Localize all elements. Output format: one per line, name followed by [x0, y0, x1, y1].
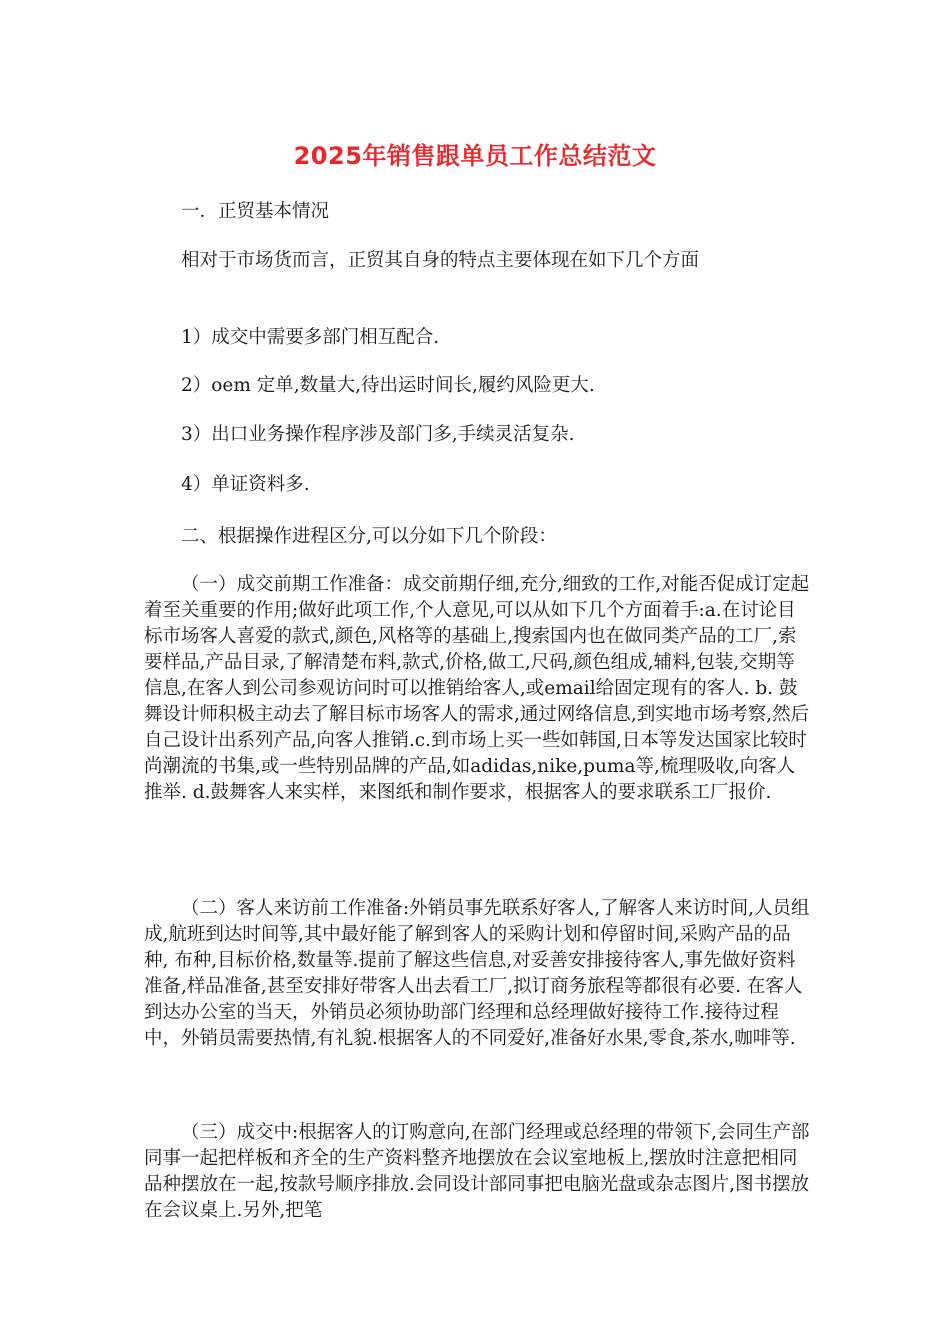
paragraph-stage-3: （三）成交中:根据客人的订购意向,在部门经理或总经理的带领下,会同生产部同事一起把样板和齐全的生产资料整齐地摆放在会议室地板上,摆放时注意把相同品种摆放在一起,按款号顺序排放.会同设计部同事把电脑光盘或杂志图片,图书摆放在会议桌上.另外,把笔 — [144, 1122, 810, 1221]
list-item-4: 4）单证资料多. — [181, 474, 310, 495]
paragraph-stage-2: （二）客人来访前工作准备:外销员事先联系好客人,了解客人来访时间,人员组成,航班到达时间等,其中最好能了解到客人的采购计划和停留时间,采购产品的品种, 布种,目标价格,数量等.提前了解这些信息,对妥善安排接待客人,事先做好资料准备,样品准备,甚至安排好带客人出去看工厂,拟订商务旅程等都很有必要. 在客人到达办公室的当天，外销员必须协助部门经理和总经理做好接待工作.接待过程中，外销员需要热情,有礼貌.根据客人的不同爱好,准备好水果,零食,茶水,咖啡等. — [144, 898, 810, 1049]
list-item-3: 3）出口业务操作程序涉及部门多,手续灵活复杂. — [181, 424, 575, 445]
section-heading-1: 一．正贸基本情况 — [181, 201, 330, 222]
paragraph-stage-1: （一）成交前期工作准备：成交前期仔细,充分,细致的工作,对能否促成订定起着至关重要的作用;做好此项工作,个人意见,可以从如下几个方面着手:a.在讨论目标市场客人喜爱的款式,颜色,风格等的基础上,搜索国内也在做同类产品的工厂,索要样品,产品目录,了解清楚布料,款式,价格,做工,尺码,颜色组成,辅料,包装,交期等信息,在客人到公司参观访问时可以推销给客人,或email给固定现有的客人. b. 鼓舞设计师积极主动去了解目标市场客人的需求,通过网络信息,到实地市场考察,然后自己设计出系列产品,向客人推销.c.到市场上买一些如韩国,日本等发达国家比较时尚潮流的书集,或一些特别品牌的产品,如adidas,nike,puma等,梳理吸收,向客人推举. d.鼓舞客人来实样，来图纸和制作要求，根据客人的要求联系工厂报价. — [144, 574, 810, 803]
paragraph-intro: 相对于市场货而言，正贸其自身的特点主要体现在如下几个方面 — [181, 250, 700, 271]
document-title: 2025年销售跟单员工作总结范文 — [293, 142, 657, 170]
section-heading-2: 二、根据操作进程区分,可以分如下几个阶段： — [181, 526, 557, 547]
list-item-2: 2）oem 定单,数量大,待出运时间长,履约风险更大. — [181, 375, 595, 396]
list-item-1: 1）成交中需要多部门相互配合. — [181, 327, 440, 348]
